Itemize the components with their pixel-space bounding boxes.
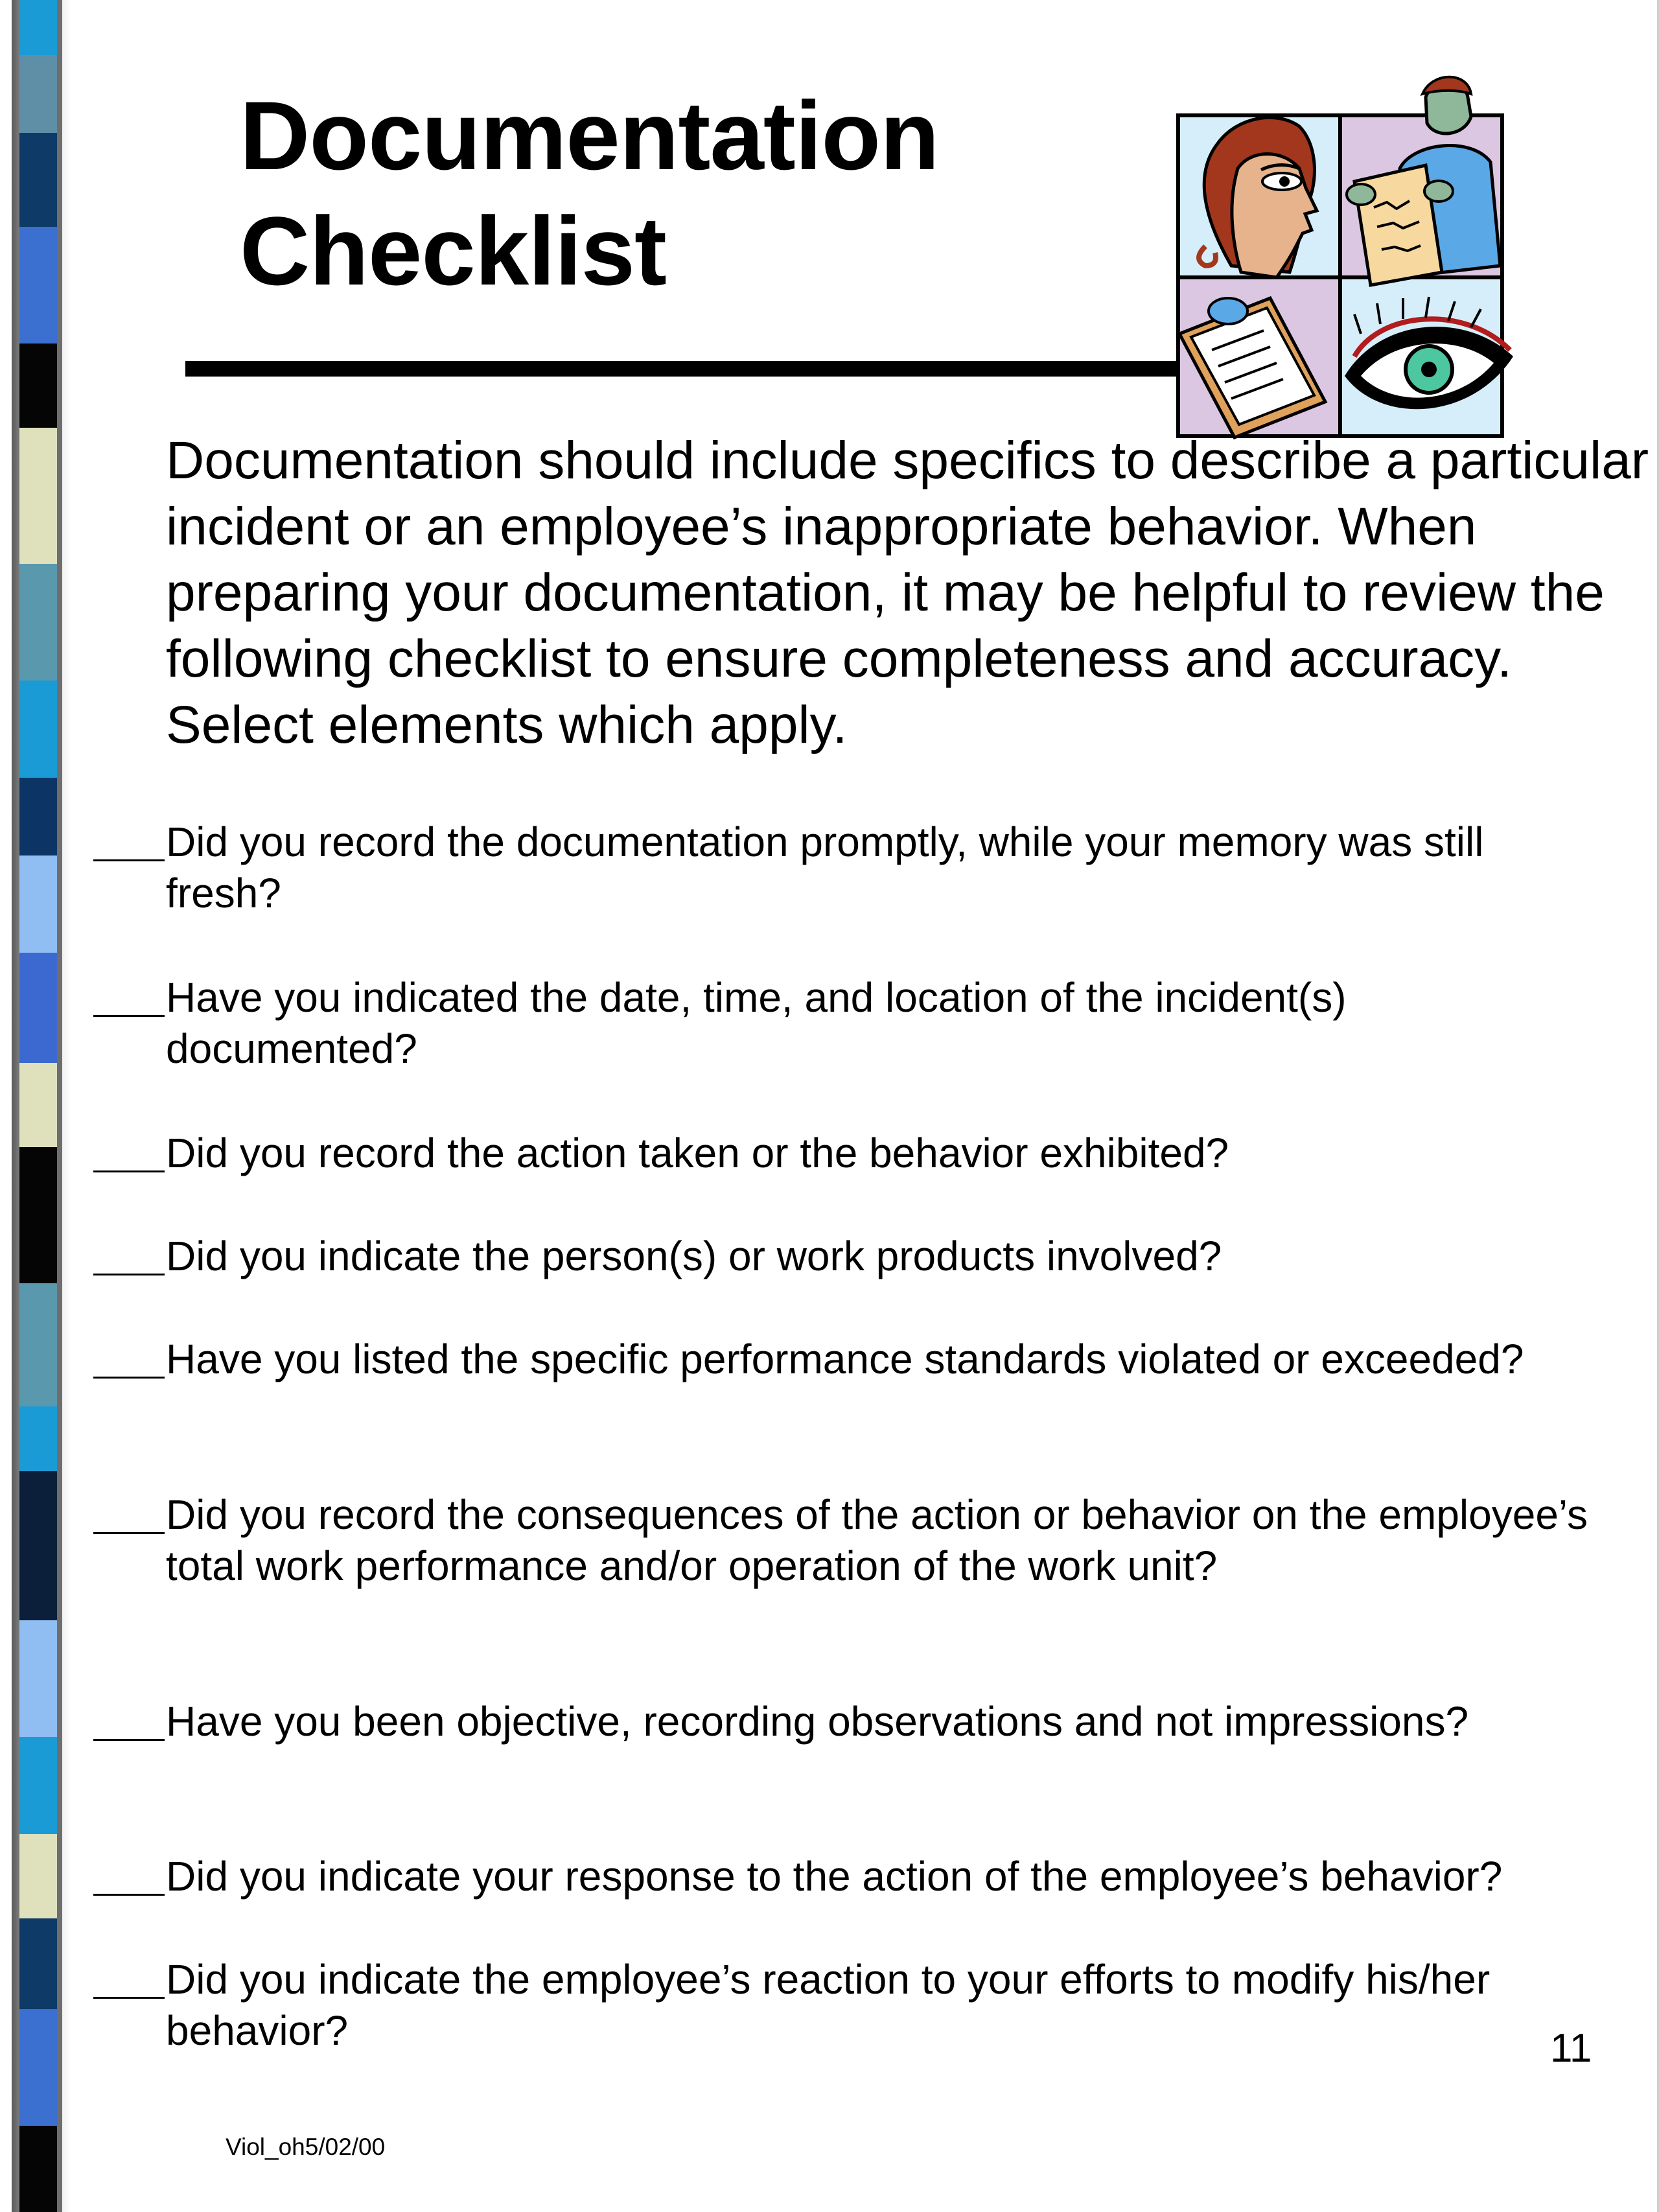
checklist-question: Did you indicate the person(s) or work products involved? bbox=[166, 1233, 1222, 1279]
checklist-item bbox=[93, 972, 1603, 1075]
checklist-blank[interactable] bbox=[93, 1489, 166, 1592]
checklist-item bbox=[93, 1696, 1603, 1747]
checklist-item bbox=[93, 1231, 1603, 1282]
checklist-blank[interactable] bbox=[93, 1954, 166, 2056]
checklist-item bbox=[93, 1851, 1603, 1902]
checklist-item bbox=[93, 1954, 1603, 2056]
decorative-side-stripe bbox=[19, 0, 60, 2212]
footer-document-code: Viol_oh5/02/00 bbox=[226, 2134, 386, 2160]
side-bar-edge bbox=[57, 0, 62, 2212]
checklist-item bbox=[93, 817, 1603, 919]
checklist-blank[interactable] bbox=[93, 817, 166, 919]
checklist-blank[interactable] bbox=[93, 1696, 166, 1747]
checklist-question: Did you indicate the employee’s reaction to your efforts to modify his/her behavior? bbox=[166, 1956, 1491, 2054]
checklist-item bbox=[93, 1489, 1603, 1592]
checklist-question: Have you been objective, recording observations and not impressions? bbox=[166, 1698, 1469, 1745]
checklist-question: Have you listed the specific performance standards violated or exceeded? bbox=[166, 1336, 1524, 1382]
checklist-item bbox=[93, 1334, 1603, 1385]
checklist-blank[interactable] bbox=[93, 1334, 166, 1385]
clipart-illustration bbox=[1166, 71, 1516, 441]
title-line-1: Documentation bbox=[240, 81, 939, 190]
intro-paragraph: Documentation should include specifics to describe a particular incident or an employee’s inappropriate behavior. When preparing your documentation, it may be helpful to review the following checklist to ensure completeness and accuracy. Select elements which apply. bbox=[166, 431, 1649, 754]
checklist-question: Did you indicate your response to the action of the employee’s behavior? bbox=[166, 1853, 1503, 1900]
checklist-item bbox=[93, 1128, 1603, 1179]
checklist-blank[interactable] bbox=[93, 972, 166, 1075]
title-line-2: Checklist bbox=[240, 196, 666, 305]
checklist-blank[interactable] bbox=[93, 1231, 166, 1282]
checklist-question: Did you record the consequences of the action or behavior on the employee’s total work performance and/or operation of the work unit? bbox=[166, 1491, 1588, 1589]
checklist-question: Did you record the documentation promptly, while your memory was still fresh? bbox=[166, 819, 1484, 916]
checklist-blank[interactable] bbox=[93, 1128, 166, 1179]
page-title bbox=[240, 78, 939, 309]
checklist-question: Did you record the action taken or the behavior exhibited? bbox=[166, 1130, 1229, 1176]
page-number: 11 bbox=[1550, 2026, 1592, 2071]
checklist-blank[interactable] bbox=[93, 1851, 166, 1902]
checklist-question: Have you indicated the date, time, and location of the incident(s) documented? bbox=[166, 974, 1347, 1072]
reading-man-icon bbox=[1347, 77, 1500, 285]
